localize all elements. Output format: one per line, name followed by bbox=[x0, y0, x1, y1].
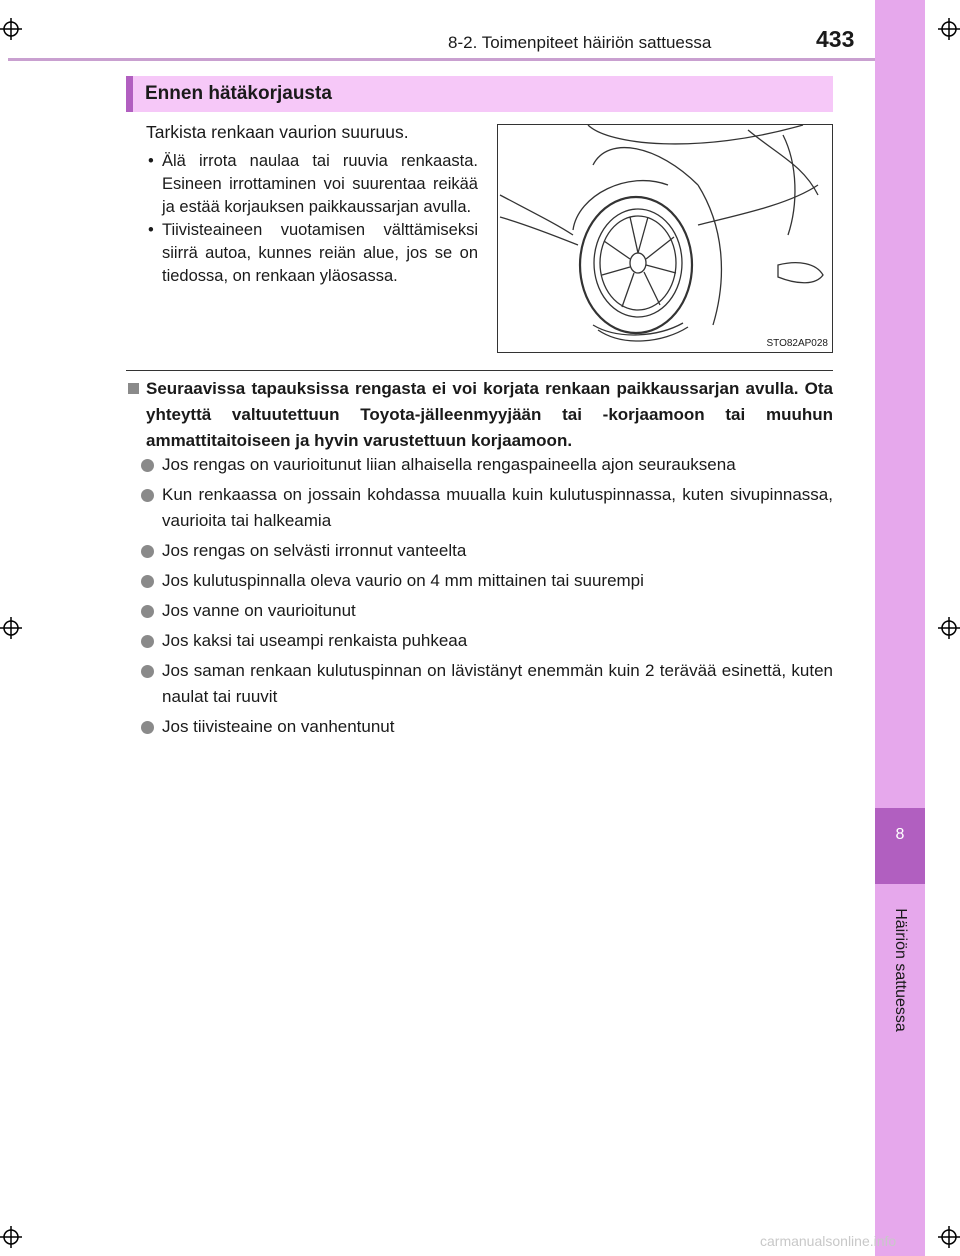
circle-bullet-icon bbox=[141, 605, 154, 618]
registration-mark-icon bbox=[938, 18, 960, 40]
circle-bullet-icon bbox=[141, 635, 154, 648]
intro-text: Tarkista renkaan vaurion suuruus. bbox=[146, 122, 409, 142]
bullet-dot-icon: • bbox=[148, 152, 154, 170]
chapter-number-tab bbox=[875, 808, 925, 884]
conditions-list bbox=[140, 452, 833, 744]
page-number: 433 bbox=[816, 26, 855, 52]
registration-mark-icon bbox=[0, 617, 22, 639]
list-item-text: Jos kulutuspinnalla oleva vaurio on 4 mm mittainen tai suurempi bbox=[162, 571, 644, 590]
watermark: carmanualsonline.info bbox=[760, 1233, 897, 1249]
list-item bbox=[140, 538, 833, 564]
list-item-text: Jos tiivisteaine on vanhentunut bbox=[162, 717, 395, 736]
list-item-text: Jos rengas on vaurioitunut liian alhaisella rengaspaineella ajon seurauksena bbox=[162, 455, 736, 474]
registration-mark-icon bbox=[938, 1226, 960, 1248]
list-item-text: Jos vanne on vaurioitunut bbox=[162, 601, 356, 620]
list-item bbox=[140, 452, 833, 478]
square-bullet-icon bbox=[128, 383, 139, 394]
list-item bbox=[140, 568, 833, 594]
circle-bullet-icon bbox=[141, 545, 154, 558]
section-divider bbox=[126, 370, 833, 371]
registration-mark-icon bbox=[0, 18, 22, 40]
note-paragraph bbox=[126, 376, 833, 454]
list-item bbox=[140, 714, 833, 740]
bullet-item bbox=[148, 219, 478, 288]
bullet-text: Älä irrota naulaa tai ruuvia renkaasta. Esineen irrottaminen voi suurentaa reikää ja estää korjauksen paikkaussarjan avulla. bbox=[162, 152, 478, 216]
box-title: Ennen hätäkorjausta bbox=[126, 76, 833, 112]
tire-illustration bbox=[497, 124, 833, 353]
list-item-text: Jos kaksi tai useampi renkaista puhkeaa bbox=[162, 631, 468, 650]
circle-bullet-icon bbox=[141, 665, 154, 678]
bullet-item bbox=[148, 150, 478, 219]
circle-bullet-icon bbox=[141, 459, 154, 472]
list-item bbox=[140, 658, 833, 710]
registration-mark-icon bbox=[938, 617, 960, 639]
figure-code: STO82AP028 bbox=[766, 338, 828, 349]
list-item bbox=[140, 482, 833, 534]
list-item-text: Jos saman renkaan kulutuspinnan on lävistänyt enemmän kuin 2 terävää esinettä, kuten naulat tai ruuvit bbox=[162, 661, 833, 706]
list-item bbox=[140, 598, 833, 624]
note-text: Seuraavissa tapauksissa rengasta ei voi korjata renkaan paikkaussarjan avulla. Ota yhteyttä valtuutettuun Toyota-jälleenmyyjään tai -korjaamoon tai muuhun ammattitaitoiseen ja hyvin varustettuun korjaamoon. bbox=[146, 379, 833, 450]
list-item bbox=[140, 628, 833, 654]
circle-bullet-icon bbox=[141, 721, 154, 734]
chapter-number: 8 bbox=[895, 826, 905, 843]
bullet-dot-icon: • bbox=[148, 221, 154, 239]
bullet-text: Tiivisteaineen vuotamisen välttämiseksi siirrä autoa, kunnes reiän alue, jos se on tiedossa, on renkaan yläosassa. bbox=[162, 221, 478, 285]
circle-bullet-icon bbox=[141, 575, 154, 588]
bullet-list bbox=[148, 150, 478, 288]
header-divider bbox=[8, 58, 875, 61]
circle-bullet-icon bbox=[141, 489, 154, 502]
car-wheel-drawing bbox=[498, 125, 833, 353]
section-header: 8-2. Toimenpiteet häiriön sattuessa bbox=[448, 33, 712, 52]
registration-mark-icon bbox=[0, 1226, 22, 1248]
list-item-text: Kun renkaassa on jossain kohdassa muualla kuin kulutuspinnassa, kuten sivupinnassa, vaurioita tai halkeamia bbox=[162, 485, 833, 530]
list-item-text: Jos rengas on selvästi irronnut vanteelta bbox=[162, 541, 467, 560]
chapter-side-tab bbox=[875, 0, 925, 1256]
chapter-label: Häiriön sattuessa bbox=[892, 908, 909, 1032]
